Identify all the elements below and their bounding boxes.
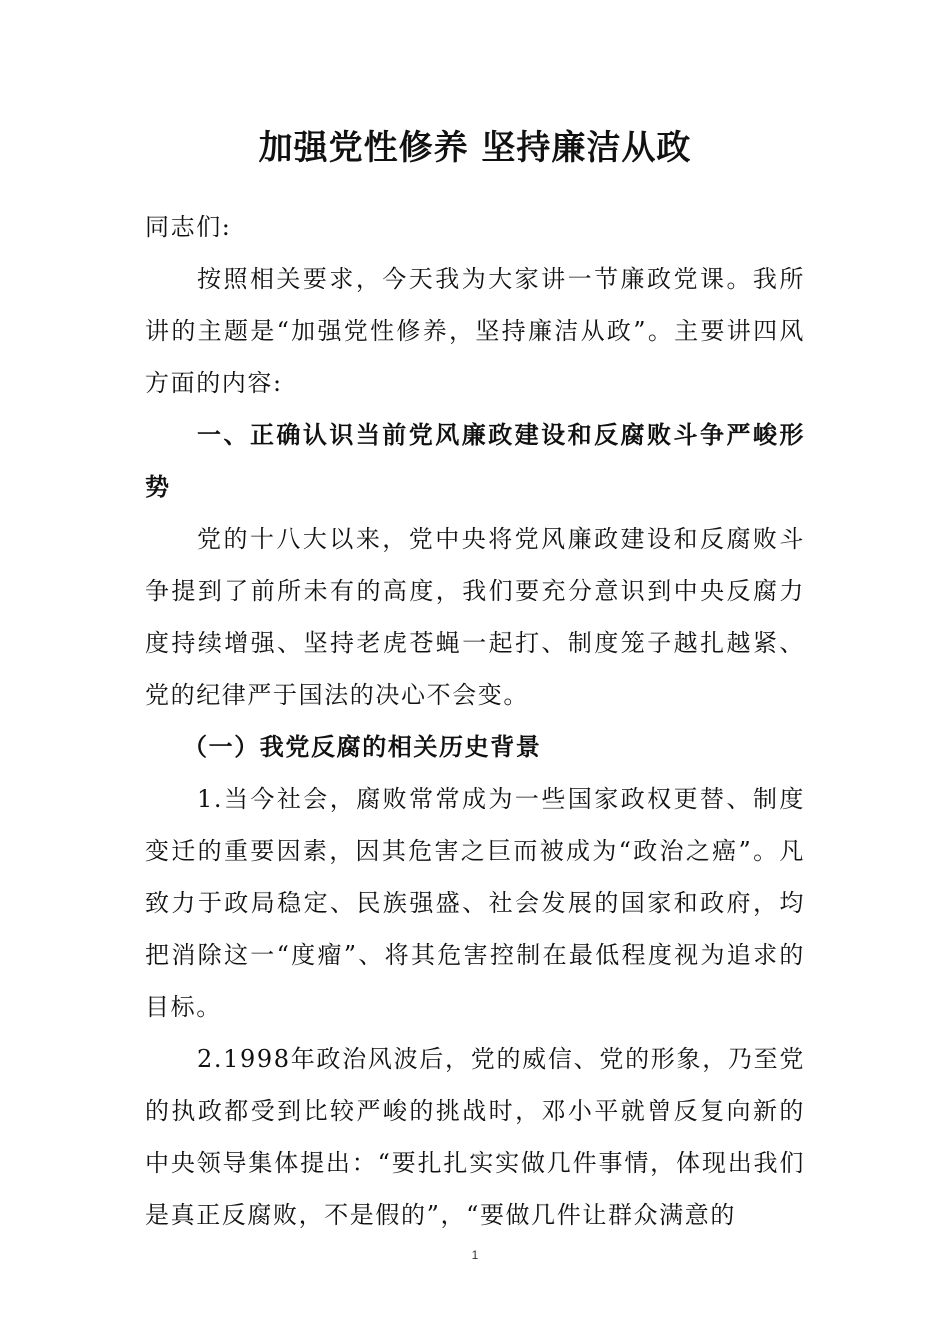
list-paragraph-2: 2.1998年政治风波后，党的威信、党的形象，乃至党的执政都受到比较严峻的挑战时，邓小平就曾反复向新的中央领导集体提出：“要扎扎实实做几件事情，体现出我们是真正反腐败，不是假的”，“要做几件让群众满意的 [145,1045,805,1229]
page-number: 1 [471,1248,479,1262]
intro-paragraph: 按照相关要求，今天我为大家讲一节廉政党课。我所讲的主题是“加强党性修养，坚持廉洁从政”。主要讲四风方面的内容: [145,265,805,397]
list-paragraph-1: 1.当今社会，腐败常常成为一些国家政权更替、制度变迁的重要因素，因其危害之巨而被成为“政治之癌”。凡致力于政局稳定、民族强盛、社会发展的国家和政府，均把消除这一“度瘤”、将其危害控制在最低程度视为追求的目标。 [145,785,805,1021]
document-title: 加强党性修养 坚持廉洁从政 [258,128,692,168]
body-paragraph: 党的十八大以来，党中央将党风廉政建设和反腐败斗争提到了前所未有的高度，我们要充分意识到中央反腐力度持续增强、坚持老虎苍蝇一起打、制度笼子越扎越紧、党的纪律严于国法的决心不会变。 [145,525,805,709]
section-heading-1: 一、正确认识当前党风廉政建设和反腐败斗争严峻形势 [145,421,805,501]
subsection-heading-1: （一）我党反腐的相关历史背景 [183,733,542,761]
salutation: 同志们: [145,213,232,241]
document-body [145,201,805,1241]
